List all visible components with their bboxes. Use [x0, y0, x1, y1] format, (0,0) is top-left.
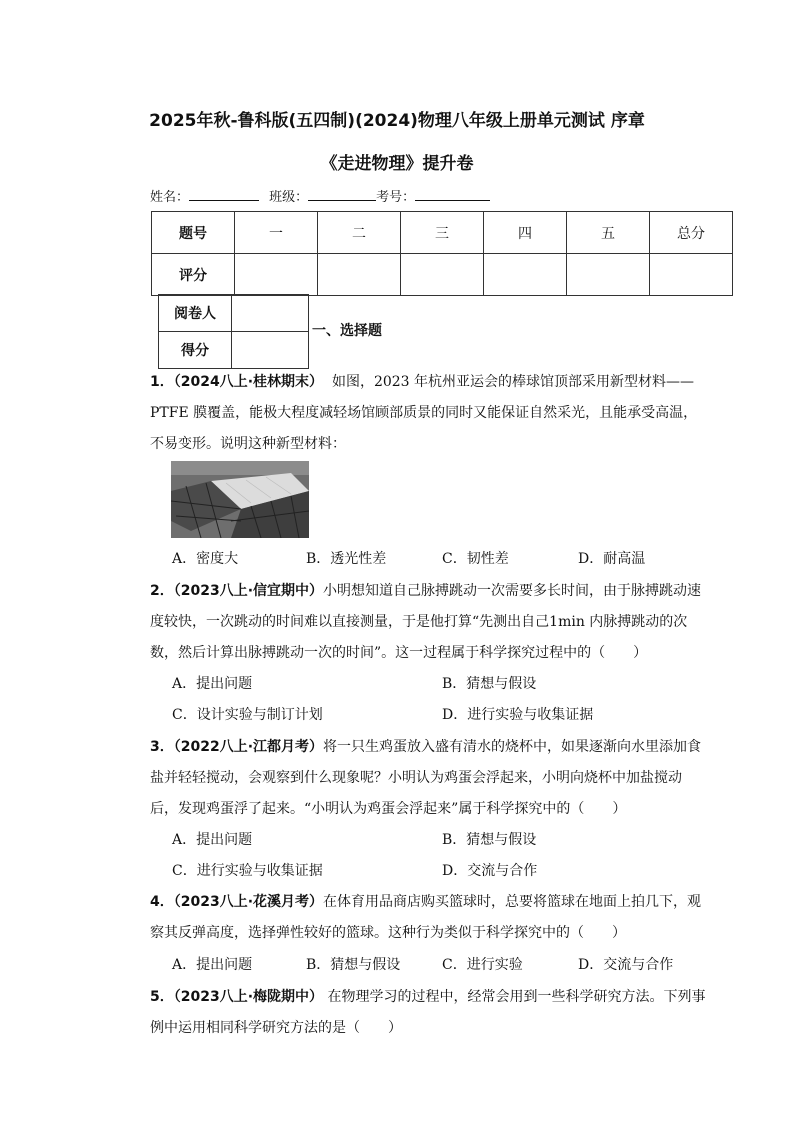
question-text: PTFE 膜覆盖，能极大程度减轻场馆顾部质景的同时又能保证自然采光，且能承受高温， — [150, 405, 698, 421]
score-table-cell: 总分 — [650, 212, 733, 254]
question-5 — [150, 982, 730, 1044]
option-c[interactable]: C．进行实验与收集证据 — [172, 863, 323, 879]
option-b[interactable]: B．猜想与假设 — [442, 832, 537, 848]
question-text: 在体育用品商店购买篮球时，总要将篮球在地面上拍几下，观 — [323, 894, 702, 910]
question-source: （2022八上·江都月考） — [173, 739, 324, 755]
option-a[interactable]: A．提出问题 — [172, 957, 253, 973]
score-input-cell[interactable] — [650, 254, 733, 296]
question-number: 2． — [150, 583, 174, 599]
question-4 — [150, 887, 730, 949]
score-input-cell[interactable] — [401, 254, 484, 296]
score-input-cell[interactable] — [235, 254, 318, 296]
question-3 — [150, 732, 730, 825]
question-2 — [150, 576, 730, 669]
score-table-header-row — [152, 212, 733, 254]
question-number: 1． — [150, 374, 174, 390]
question-line — [150, 887, 730, 918]
question-1 — [150, 367, 730, 460]
stadium-roof-photo — [171, 461, 309, 538]
option-b[interactable]: B．猜想与假设 — [442, 676, 537, 692]
grader-table — [158, 294, 309, 369]
question-text: 如图，2023 年杭州亚运会的棒球馆顶部采用新型材料—— — [331, 374, 695, 390]
question-text: 在物理学习的过程中，经常会用到一些科学研究方法。下列事 — [323, 989, 706, 1005]
score-input-cell[interactable] — [318, 254, 401, 296]
option-c[interactable]: C．设计实验与制订计划 — [172, 707, 323, 723]
section-score-cell[interactable] — [232, 332, 309, 369]
question-text: 数，然后计算出脉搏跳动一次的时间”。这一过程属于科学探究过程中的（ ） — [150, 645, 648, 661]
question-text: 盐并轻轻搅动，会观察到什么现象呢？小明认为鸡蛋会浮起来，小明向烧杯中加盐搅动 — [150, 770, 682, 786]
document-title-line-2: 《走进物理》提升卷 — [320, 154, 474, 174]
question-text: 不易变形。说明这种新型材料： — [150, 436, 346, 452]
question-text: 度较快，一次跳动的时间难以直接测量，于是他打算“先测出自己1min 内脉搏跳动的次 — [150, 614, 688, 630]
question-line — [150, 367, 730, 398]
score-row-label: 评分 — [152, 254, 235, 296]
section-title: 一、选择题 — [312, 323, 382, 339]
student-info-line — [150, 186, 490, 205]
question-number: 4． — [150, 894, 174, 910]
option-d[interactable]: D．交流与合作 — [442, 863, 538, 879]
question-source: （2023八上·梅陇期中） — [173, 989, 324, 1005]
question-text: 察其反弹高度，选择弹性较好的篮球。这种行为类似于科学探究中的（ ） — [150, 925, 626, 941]
exam-no-label: 考号： — [376, 190, 416, 205]
option-b[interactable]: B．透光性差 — [306, 551, 387, 567]
question-text: 例中运用相同科学研究方法的是（ ） — [150, 1020, 402, 1036]
question-number: 5． — [150, 989, 174, 1005]
option-d[interactable]: D．进行实验与收集证据 — [442, 707, 594, 723]
class-blank[interactable] — [308, 188, 376, 201]
option-a[interactable]: A．提出问题 — [172, 676, 253, 692]
option-a[interactable]: A．密度大 — [172, 551, 239, 567]
option-c[interactable]: C．韧性差 — [442, 551, 509, 567]
question-line — [150, 732, 730, 763]
question-source: （2024八上·桂林期末） — [173, 374, 324, 390]
score-table-score-row — [152, 254, 733, 296]
question-text: 后，发现鸡蛋浮了起来。“小明认为鸡蛋会浮起来”属于科学探究中的（ ） — [150, 801, 627, 817]
option-d[interactable]: D．耐高温 — [578, 551, 646, 567]
section-score-label: 得分 — [159, 332, 232, 369]
score-table-cell: 一 — [235, 212, 318, 254]
name-label: 姓名： — [150, 190, 190, 205]
class-label: 班级： — [269, 190, 309, 205]
document-title-line-1: 2025年秋-鲁科版(五四制)(2024)物理八年级上册单元测试 序章 — [149, 111, 645, 131]
score-table-cell: 题号 — [152, 212, 235, 254]
question-source: （2023八上·信宜期中） — [173, 583, 324, 599]
option-b[interactable]: B．猜想与假设 — [306, 957, 401, 973]
score-table-cell: 五 — [567, 212, 650, 254]
question-line — [150, 576, 730, 607]
option-c[interactable]: C．进行实验 — [442, 957, 523, 973]
question-number: 3． — [150, 739, 174, 755]
score-input-cell[interactable] — [484, 254, 567, 296]
question-text: 小明想知道自己脉搏跳动一次需要多长时间，由于脉搏跳动速 — [323, 583, 702, 599]
score-table-cell: 四 — [484, 212, 567, 254]
score-input-cell[interactable] — [567, 254, 650, 296]
question-text: 将一只生鸡蛋放入盛有清水的烧杯中，如果逐渐向水里添加食 — [323, 739, 702, 755]
option-a[interactable]: A．提出问题 — [172, 832, 253, 848]
question-source: （2023八上·花溪月考） — [173, 894, 324, 910]
name-blank[interactable] — [189, 188, 259, 201]
score-table-cell: 二 — [318, 212, 401, 254]
score-table — [151, 211, 733, 296]
option-d[interactable]: D．交流与合作 — [578, 957, 674, 973]
score-table-cell: 三 — [401, 212, 484, 254]
question-line — [150, 982, 730, 1013]
reviewer-label: 阅卷人 — [159, 295, 232, 332]
exam-no-blank[interactable] — [415, 188, 490, 201]
reviewer-cell[interactable] — [232, 295, 309, 332]
